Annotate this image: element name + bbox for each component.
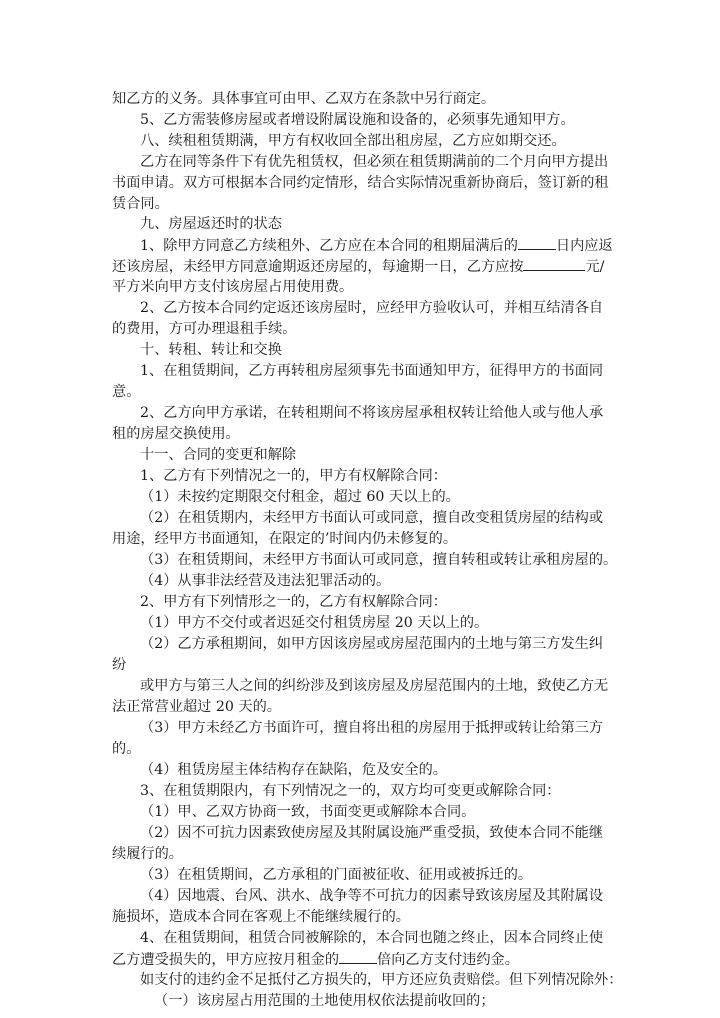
text-line: 租的房屋交换使用。 [112, 426, 240, 442]
text-line: 或甲方与第三人之间的纠纷涉及到该房屋及房屋范围内的土地，致使乙方无 [140, 678, 609, 694]
text-line: 施损坏，造成本合同在客观上不能继续履行的。 [112, 909, 410, 925]
text-line: 1、在租赁期间，乙方再转租房屋须事先书面通知甲方，征得甲方的书面同 [140, 363, 604, 379]
text-line: 1、除甲方同意乙方续租外、乙方应在本合同的租期届满后的 日内应返 [140, 235, 612, 256]
text-line: 用途，经甲方书面通知，在限定的’时间内仍未修复的。 [112, 531, 458, 547]
text-line: （1）甲、乙双方协商一致，书面变更或解除本合同。 [140, 804, 476, 820]
text-line: 2、乙方向甲方承诺，在转租期间不将该房屋承租权转让给他人或与他人承 [140, 405, 604, 421]
text-line: 意。 [112, 384, 141, 400]
text-line: 续履行的。 [112, 846, 183, 862]
text-line: 平方米向甲方支付该房屋占用使用费。 [112, 279, 354, 295]
section-heading: 十一、合同的变更和解除 [140, 447, 297, 463]
text-line: 4、在租赁期间，租赁合同被解除的，本合同也随之终止，因本合同终止使 [140, 930, 604, 946]
text-line: （1）未按约定期限交付租金，超过 60 天以上的。 [140, 489, 460, 505]
text-line: 知乙方的义务。具体事宜可由甲、乙双方在条款中另行商定。 [112, 91, 496, 107]
text-line: 法正常营业超过 20 天的。 [112, 699, 281, 715]
text-line: （3）甲方未经乙方书面许可，擅自将出租的房屋用于抵押或转让给第三方 [140, 720, 604, 736]
text-line: （4）租赁房屋主体结构存在缺陷，危及安全的。 [140, 762, 447, 778]
text-line: 如支付的违约金不足抵付乙方损失的，甲方还应负责赔偿。但下列情况除外： [140, 972, 623, 988]
text-line: （3）在租赁期间，乙方承租的门面被征收、征用或被拆迁的。 [140, 867, 533, 883]
section-heading: 八、续租租赁期满，甲方有权收回全部出租房屋，乙方应如期交还。 [140, 133, 566, 149]
text-line: 2、乙方按本合同约定返还该房屋时，应经甲方验收认可，并相互结清各自 [140, 300, 604, 316]
text-line: 乙方遭受损失的，甲方应按月租金的 倍向乙方支付违约金。 [112, 949, 612, 970]
text-line: （3）在租赁期间，未经甲方书面认可或同意，擅自转租或转让承租房屋的。 [140, 552, 618, 568]
text-line: 乙方在同等条件下有优先租赁权，但必须在租赁期满前的二个月向甲方提出 [140, 154, 609, 170]
text-line: 5、乙方需装修房屋或者增设附属设施和设备的，必须事先通知甲方。 [140, 112, 575, 128]
section-heading: 十、转租、转让和交换 [140, 342, 282, 358]
text-line: 纷 [112, 657, 127, 673]
text-line: （4）从事非法经营及违法犯罪活动的。 [140, 573, 391, 589]
text-line: （4）因地震、台风、洪水、战争等不可抗力的因素导致该房屋及其附属设 [140, 888, 604, 904]
text-line: 3、在租赁期限内，有下列情况之一的，双方均可变更或解除合同： [140, 783, 561, 799]
text-line: 的费用，方可办理退租手续。 [112, 321, 297, 337]
text-line: （2）因不可抗力因素致使房屋及其附属设施严重受损，致使本合同不能继 [140, 825, 604, 841]
text-line: （2）乙方承租期间，如甲方因该房屋或房屋范围内的土地与第三方发生纠 [140, 636, 604, 652]
text-line: 的。 [112, 741, 141, 757]
text-line: 2、甲方有下列情形之一的，乙方有权解除合同： [140, 594, 447, 610]
text-line: 1、乙方有下列情况之一的，甲方有权解除合同： [140, 468, 447, 484]
text-line: 书面申请。双方可根据本合同约定情形，结合实际情况重新协商后，签订新的租 [112, 175, 609, 191]
text-line: 还该房屋，未经甲方同意逾期返还房屋的，每逾期一日，乙方应按 元/ [112, 256, 612, 277]
section-heading: 九、房屋返还时的状态 [140, 216, 282, 232]
text-line: （一）该房屋占用范围的土地使用权依法提前收回的； [154, 993, 495, 1009]
text-line: （2）在租赁期内，未经甲方书面认可或同意，擅自改变租赁房屋的结构或 [140, 510, 604, 526]
text-line: 赁合同。 [112, 196, 169, 212]
text-line: （1）甲方不交付或者迟延交付租赁房屋 20 天以上的。 [140, 615, 489, 631]
